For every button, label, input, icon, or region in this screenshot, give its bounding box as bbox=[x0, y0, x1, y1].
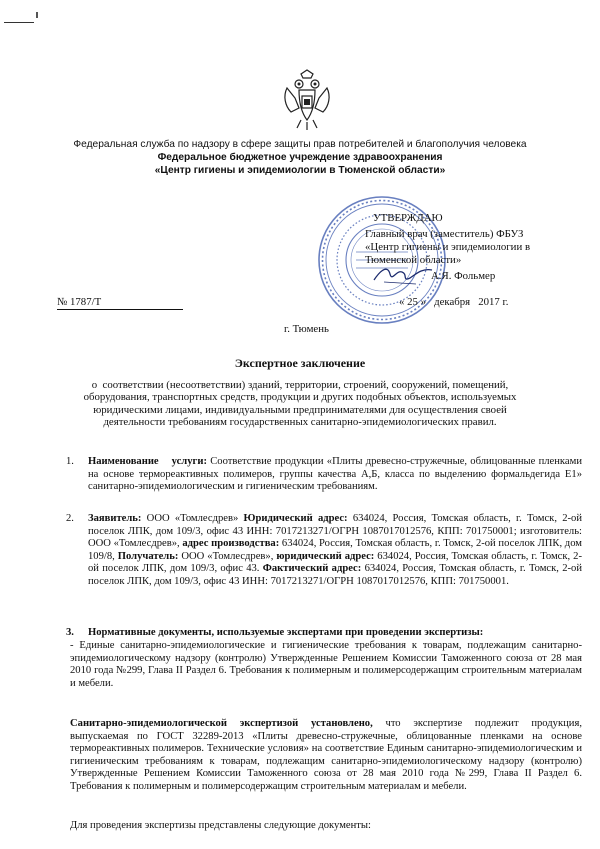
coat-of-arms-emblem bbox=[281, 68, 333, 134]
scan-mark bbox=[4, 22, 34, 23]
conclusion-label: Санитарно-эпидемиологической экспертизой установлено, bbox=[70, 718, 373, 729]
recipient-legal-text: 634024, Россия, Томская область, г. Томск, 2-ой поселок ЛПК, дом 109/3, офис 43. bbox=[88, 550, 582, 575]
signature bbox=[372, 262, 436, 286]
approval-position-line: Главный врач (заместитель) ФБУЗ bbox=[365, 228, 524, 240]
recipient-text: ООО «Томлесдрев», bbox=[178, 550, 277, 562]
subtitle-line: юридическими лицами, индивидуальными предпринимателями для осуществления своей bbox=[93, 403, 507, 416]
institution-name: Федеральное бюджетное учреждение здравоохранения bbox=[157, 152, 443, 163]
service-text: Соответствие продукции «Плиты древесно-стружечные, облицованные пленками на основе термореактивных полимеров, группы качества А,Б, класса по выделению формальдегида Е1» санитарно-эпидемиологическим и гигиеническим требованиям. bbox=[88, 456, 582, 493]
conclusion-text: что экспертизе подлежит продукция, выпускаемая по ГОСТ 32289-2013 «Плиты древесно-стружечные, облицованные пленками на основе термореактивных полимеров. Технические условия» на соответствие Единым санитарно-эпидемиологическим и гигиеническим требованиям к товарам, подлежащим санитарно-эпидемиологическому надзору (контролю) Утвержденные Решением Комиссии Таможенного союза от 28 мая 2010 года №299, Глава II Раздел 6. Требования к полимерным и полимерсодержащим строительным материалам и мебели. bbox=[70, 718, 582, 792]
normative-label: Нормативные документы, используемые экспертами при проведении экспертизы: bbox=[88, 627, 484, 638]
document-number bbox=[57, 296, 183, 310]
applicant-item bbox=[88, 513, 582, 589]
document-title: Экспертное заключение bbox=[234, 356, 366, 370]
approval-signer: А.Я. Фольмер bbox=[431, 270, 496, 282]
conclusion-paragraph bbox=[70, 718, 582, 794]
recipient-label: Получатель: bbox=[117, 550, 179, 562]
item-number: 1. bbox=[66, 456, 74, 467]
approval-position-line: Тюменской области» bbox=[365, 254, 462, 266]
actual-address-text: 634024, Россия, Томская область, г. Томск, 2-ой поселок ЛПК, дом 109/3, офис 43 ИНН: 7017213271/ОГРН 1087017012576, КПП: 701750001. bbox=[88, 563, 582, 587]
legal-address-text: 634024, Россия, Томская область, г. Томск, 2-ой поселок ЛПК, дом 109/3, офис 43 ИНН: 7017213271/ОГРН 1087017012576, КПП: 701750001; изготовитель: ООО «Томлесдрев», bbox=[88, 513, 582, 550]
subtitle-line: оборудования, транспортных средств, продукции и других подобных объектов, используемых bbox=[83, 391, 517, 404]
service-item bbox=[88, 456, 582, 494]
recipient-legal-label: юридический адрес: bbox=[276, 550, 375, 562]
applicant-name: ООО «Томлесдрев» bbox=[141, 513, 244, 524]
city: г. Тюмень bbox=[284, 323, 329, 335]
document-subtitle bbox=[40, 379, 560, 429]
production-address-text: 634024, Россия, Томская область, г. Томск, 2-ой поселок ЛПК, дом 109/8, bbox=[88, 538, 582, 562]
production-address-label: адрес производства: bbox=[182, 538, 280, 550]
legal-address-label: Юридический адрес: bbox=[243, 513, 348, 524]
approval-date: « 25 » декабря 2017 г. bbox=[399, 296, 509, 308]
center-name: «Центр гигиены и эпидемиологии в Тюменской области» bbox=[154, 165, 446, 176]
subtitle-line: деятельности требованиям государственных санитарно-эпидемиологических правил. bbox=[103, 416, 497, 429]
item-number: 3. bbox=[66, 627, 74, 638]
subtitle-line: о соответствии (несоответствии) зданий, территории, строений, сооружений, помещений, bbox=[91, 379, 509, 391]
item-number: 2. bbox=[66, 513, 74, 524]
scan-mark-dot bbox=[36, 12, 38, 18]
approval-title: УТВЕРЖДАЮ bbox=[373, 212, 443, 224]
service-label: Наименование услуги: bbox=[88, 456, 207, 467]
approval-position-line: «Центр гигиены и эпидемиологии в bbox=[365, 241, 531, 253]
normative-text: - Единые санитарно-эпидемиологические и гигиенические требования к товарам, подлежащим санитарно-эпидемиологическому надзору (контролю) Утвержденные Решением Комиссии Таможенного союза от 28 мая 2010 года №299, Глава II Раздел 6. Требования к полимерным и полимерсодержащим строительным материалам и мебели. bbox=[70, 640, 582, 689]
documents-intro: Для проведения экспертизы представлены следующие документы: bbox=[70, 820, 371, 831]
applicant-label: Заявитель: bbox=[88, 513, 142, 524]
agency-name: Федеральная служба по надзору в сфере защиты прав потребителей и благополучия человека bbox=[73, 139, 527, 150]
document-number-text: № 1787/Т bbox=[57, 296, 102, 308]
actual-address-label: Фактический адрес: bbox=[262, 563, 362, 575]
